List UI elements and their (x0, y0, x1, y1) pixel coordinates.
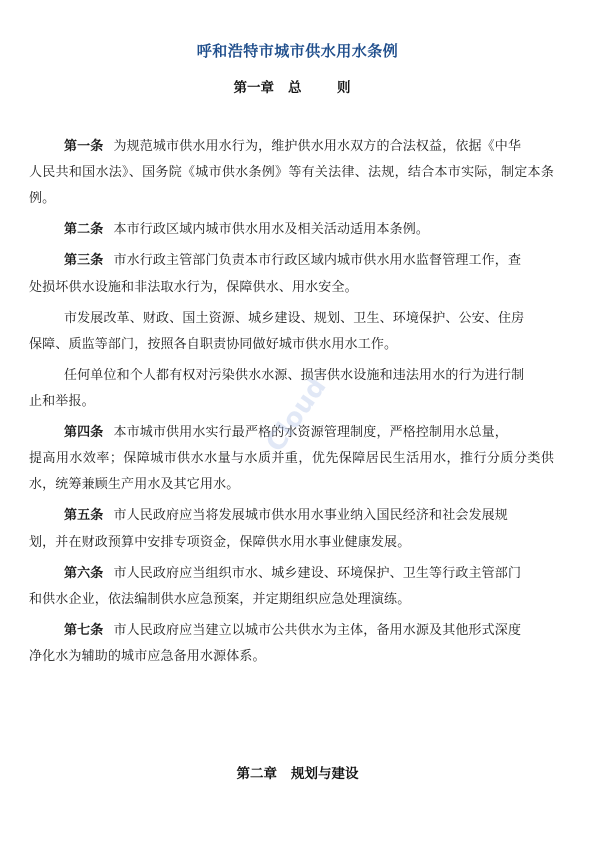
article-paragraph (29, 248, 554, 300)
article-number: 第七条 (64, 622, 104, 638)
watermark: Cloud (260, 372, 333, 458)
paragraph-continuation: 净化水为辅助的城市应急备用水源体系。 (29, 649, 266, 665)
article-number: 第三条 (64, 253, 104, 269)
chapter-heading (0, 76, 595, 96)
paragraph-continuation: 人民共和国水法》、国务院《城市供水条例》等有关法律、法规，结合本市实际，制定本条例。 (29, 165, 554, 207)
chapter-number: 第二章 (236, 766, 277, 782)
paragraph-continuation: 划，并在财政预算中安排专项资金，保障供水用水事业健康发展。 (29, 534, 411, 550)
article-paragraph (29, 561, 554, 613)
chapter-number: 第一章 (233, 80, 274, 96)
article-paragraph (29, 134, 554, 213)
article-paragraph (29, 420, 554, 499)
document-title: 呼和浩特市城市供水用水条例 (196, 42, 399, 60)
chapter-heading (0, 762, 595, 782)
paragraph-first-line: 任何单位和个人都有权对污染供水水源、损害供水设施和违法用水的行为进行制 (64, 367, 525, 383)
chapter-name: 总 则 (288, 80, 362, 96)
article-number: 第二条 (64, 222, 104, 238)
paragraph-first-line: 本市行政区域内城市供水用水及相关活动适用本条例。 (113, 222, 430, 238)
paragraph-first-line: 市人民政府应当组织市水、城乡建设、环境保护、卫生等行政主管部门 (113, 565, 522, 581)
paragraph-first-line: 市水行政主管部门负责本市行政区域内城市供水用水监督管理工作，查 (113, 253, 522, 269)
paragraph-first-line: 为规范城市供水用水行为，维护供水用水双方的合法权益，依据《中华 (113, 139, 522, 154)
paragraph-first-line: 市人民政府应当将发展城市供水用水事业纳入国民经济和社会发展规 (113, 508, 508, 524)
paragraph-continuation: 提高用水效率；保障城市供水水量与水质并重，优先保障居民生活用水，推行分质分类供水，统筹兼顾生产用水及其它用水。 (29, 451, 554, 493)
paragraph-first-line: 本市城市供用水实行最严格的水资源管理制度，严格控制用水总量， (113, 425, 508, 441)
chapter-name: 规划与建设 (291, 766, 359, 782)
article-number: 第六条 (64, 565, 104, 581)
document-body (29, 134, 554, 675)
paragraph-continuation: 保障、质监等部门，按照各自职责协同做好城市供水用水工作。 (29, 336, 398, 352)
article-paragraph (29, 306, 554, 358)
paragraph-continuation: 和供水企业，依法编制供水应急预案，并定期组织应急处理演练。 (29, 591, 411, 607)
article-paragraph (29, 618, 554, 670)
paragraph-first-line: 市发展改革、财政、国土资源、城乡建设、规划、卫生、环境保护、公安、住房 (64, 310, 525, 326)
paragraph-first-line: 市人民政府应当建立以城市公共供水为主体，备用水源及其他形式深度 (113, 622, 522, 638)
article-number: 第四条 (64, 425, 104, 441)
article-paragraph (29, 503, 554, 555)
paragraph-continuation: 止和举报。 (29, 394, 95, 410)
article-paragraph (29, 363, 554, 415)
paragraph-continuation: 处损坏供水设施和非法取水行为，保障供水、用水安全。 (29, 279, 358, 295)
article-number: 第一条 (64, 139, 104, 154)
article-number: 第五条 (64, 508, 104, 524)
article-paragraph (64, 217, 554, 243)
